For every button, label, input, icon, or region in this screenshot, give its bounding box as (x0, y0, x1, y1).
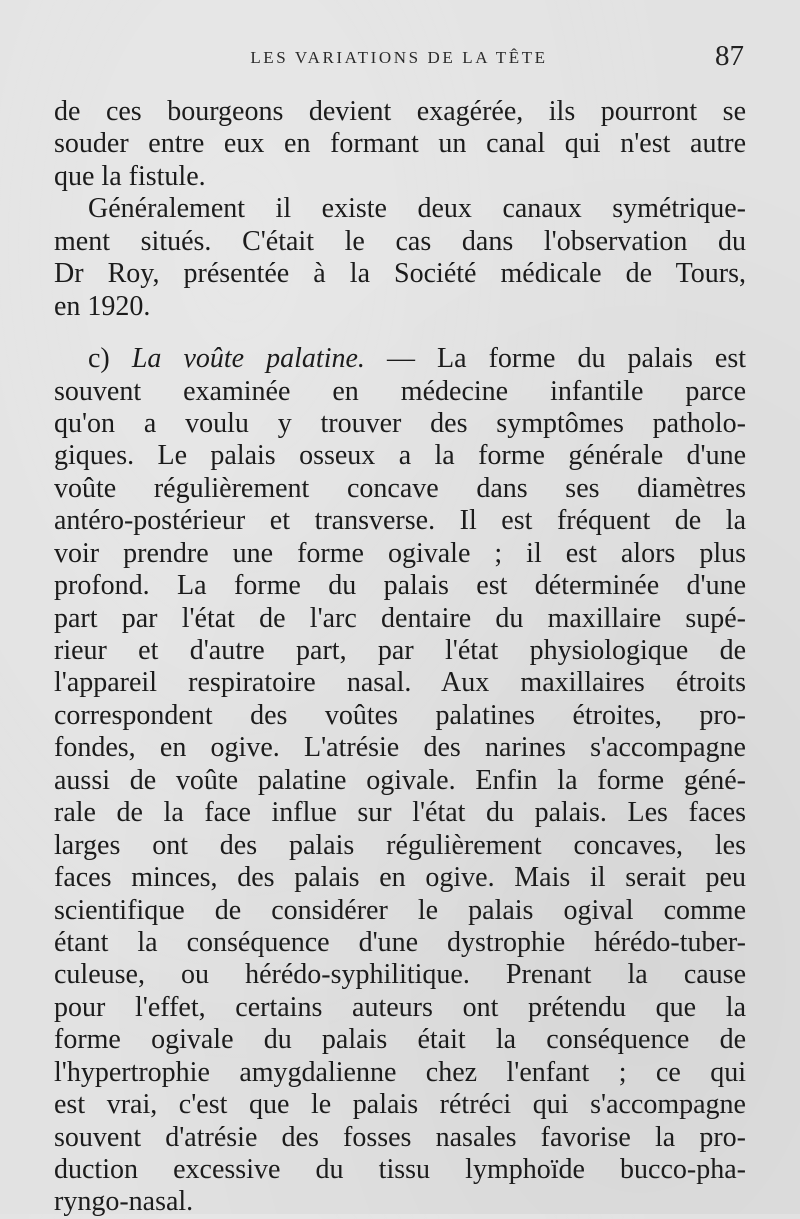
running-title: LES VARIATIONS DE LA TÊTE (250, 48, 548, 67)
section-marker: c) (88, 343, 110, 375)
text-line: souvent examinée en médecine infantile parce (54, 375, 746, 407)
text-line: correspondent des voûtes palatines étroites, pro- (54, 699, 746, 731)
running-head (54, 40, 744, 80)
section-heading-line (54, 343, 746, 375)
text-line: souvent d'atrésie des fosses nasales favorise la pro- (54, 1121, 746, 1153)
text-line: scientifique de considérer le palais ogival comme (54, 894, 746, 926)
text-line: que la fistule. (54, 160, 206, 192)
text-line: étant la conséquence d'une dystrophie hérédo-tuber- (54, 926, 746, 958)
text-line: forme ogivale du palais était la conséquence de (54, 1024, 746, 1056)
text-line: est vrai, c'est que le palais rétréci qui s'accompagne (54, 1089, 746, 1121)
text-line: en 1920. (54, 290, 151, 322)
text-line: Dr Roy, présentée à la Société médicale de Tours, (54, 258, 746, 290)
text-line: voir prendre une forme ogivale ; il est alors plus (54, 537, 746, 569)
text-line: larges ont des palais régulièrement concaves, les (54, 829, 746, 861)
text-line: antéro-postérieur et transverse. Il est fréquent de la (54, 505, 746, 537)
text-line: l'appareil respiratoire nasal. Aux maxillaires étroits (54, 667, 746, 699)
text-line: rale de la face influe sur l'état du palais. Les faces (54, 797, 746, 829)
text-line: duction excessive du tissu lymphoïde bucco-pha- (54, 1154, 746, 1185)
text-line: ment situés. C'était le cas dans l'observation du (54, 225, 746, 257)
text-line: Généralement il existe deux canaux symétrique- (88, 193, 746, 225)
section-title: La voûte palatine. (131, 343, 365, 375)
text-line: culeuse, ou hérédo-syphilitique. Prenant la cause (54, 959, 746, 991)
text-line: profond. La forme du palais est déterminée d'une (54, 570, 746, 602)
section-first-line-rest: — La forme du palais est (386, 343, 746, 375)
text-line: l'hypertrophie amygdalienne chez l'enfant ; ce qui (54, 1056, 746, 1088)
page-number: 87 (715, 40, 744, 72)
text-line: fondes, en ogive. L'atrésie des narines s'accompagne (54, 732, 746, 764)
text-line: voûte régulièrement concave dans ses diamètres (54, 472, 746, 504)
text-line: de ces bourgeons devient exagérée, ils pourront se (54, 96, 746, 127)
text-line: qu'on a voulu y trouver des symptômes patholo- (54, 407, 746, 439)
text-line: pour l'effet, certains auteurs ont prétendu que la (54, 991, 746, 1023)
text-line: part par l'état de l'arc dentaire du maxillaire supé- (54, 602, 746, 634)
text-line: aussi de voûte palatine ogivale. Enfin la forme géné- (54, 764, 746, 796)
text-line: souder entre eux en formant un canal qui n'est autre (54, 128, 746, 160)
text-line: giques. Le palais osseux a la forme générale d'une (54, 440, 746, 472)
text-line: rieur et d'autre part, par l'état physiologique de (54, 635, 746, 666)
section-gap (54, 323, 746, 343)
body-text (54, 96, 746, 1219)
text-line: faces minces, des palais en ogive. Mais il serait peu (54, 862, 746, 894)
text-line: ryngo-nasal. (54, 1186, 194, 1218)
